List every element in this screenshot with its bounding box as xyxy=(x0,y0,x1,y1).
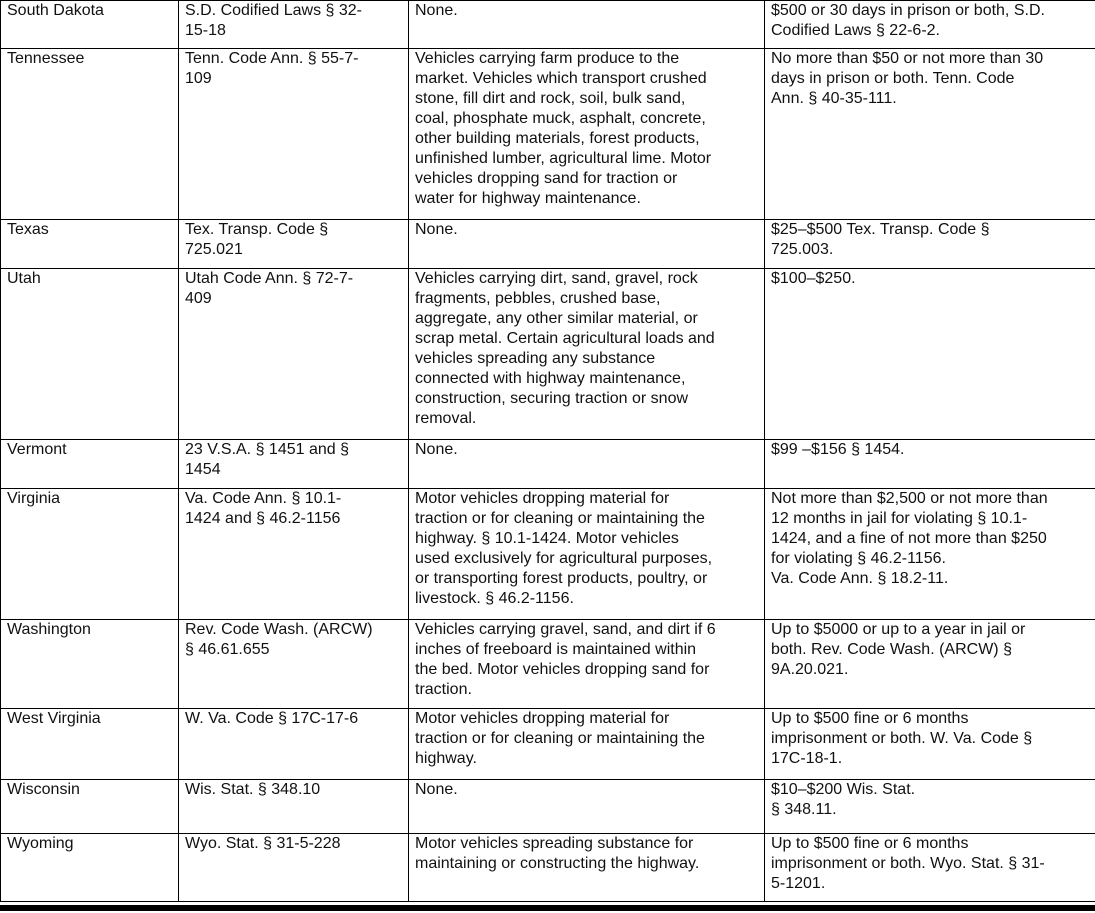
state-cell: Texas xyxy=(1,220,179,269)
exemptions-cell: None. xyxy=(409,1,765,49)
exemptions-cell: Motor vehicles spreading substance for maintaining or constructing the highway. xyxy=(409,834,765,902)
state-cell: Virginia xyxy=(1,489,179,620)
table-row xyxy=(1,220,1095,269)
citation-cell: 23 V.S.A. § 1451 and § 1454 xyxy=(179,440,409,489)
table-row xyxy=(1,709,1095,780)
exemptions-cell: Vehicles carrying farm produce to the market. Vehicles which transport crushed stone, fill dirt and rock, soil, bulk sand, coal, phosphate muck, asphalt, concrete, other building materials, forest products, unfinished lumber, agricultural lime. Motor vehicles dropping sand for traction or water for highway maintenance. xyxy=(409,49,765,220)
citation-cell: Va. Code Ann. § 10.1- 1424 and § 46.2-1156 xyxy=(179,489,409,620)
exemptions-cell: Motor vehicles dropping material for traction or for cleaning or maintaining the highway. xyxy=(409,709,765,780)
penalty-cell: $500 or 30 days in prison or both, S.D. Codified Laws § 22-6-2. xyxy=(765,1,1095,49)
citation-cell: Utah Code Ann. § 72-7- 409 xyxy=(179,269,409,440)
exemptions-cell: Vehicles carrying dirt, sand, gravel, rock fragments, pebbles, crushed base, aggregate, any other similar material, or scrap metal. Certain agricultural loads and vehicles spreading any substance connected with highway maintenance, construction, securing traction or snow removal. xyxy=(409,269,765,440)
table-row xyxy=(1,1,1095,49)
state-cell: Washington xyxy=(1,620,179,709)
penalty-cell: Up to $500 fine or 6 months imprisonment or both. W. Va. Code § 17C-18-1. xyxy=(765,709,1095,780)
penalty-cell: Up to $5000 or up to a year in jail or both. Rev. Code Wash. (ARCW) § 9A.20.021. xyxy=(765,620,1095,709)
citation-cell: Wis. Stat. § 348.10 xyxy=(179,780,409,834)
bottom-rule xyxy=(0,905,1095,911)
state-cell: Vermont xyxy=(1,440,179,489)
penalty-cell: No more than $50 or not more than 30 days in prison or both. Tenn. Code Ann. § 40-35-111. xyxy=(765,49,1095,220)
table-row xyxy=(1,269,1095,440)
citation-cell: S.D. Codified Laws § 32- 15-18 xyxy=(179,1,409,49)
penalty-cell: Up to $500 fine or 6 months imprisonment or both. Wyo. Stat. § 31- 5-1201. xyxy=(765,834,1095,902)
exemptions-cell: Motor vehicles dropping material for traction or for cleaning or maintaining the highway. § 10.1-1424. Motor vehicles used exclusively for agricultural purposes, or transporting forest products, poultry, or livestock. § 46.2-1156. xyxy=(409,489,765,620)
penalty-cell: $100–$250. xyxy=(765,269,1095,440)
penalty-cell: $10–$200 Wis. Stat. § 348.11. xyxy=(765,780,1095,834)
citation-cell: Rev. Code Wash. (ARCW) § 46.61.655 xyxy=(179,620,409,709)
penalty-cell: Not more than $2,500 or not more than 12 months in jail for violating § 10.1- 1424, and a fine of not more than $250 for violating § 46.2-1156. Va. Code Ann. § 18.2-11. xyxy=(765,489,1095,620)
state-cell: West Virginia xyxy=(1,709,179,780)
table-row xyxy=(1,489,1095,620)
penalty-cell: $25–$500 Tex. Transp. Code § 725.003. xyxy=(765,220,1095,269)
citation-cell: Tex. Transp. Code § 725.021 xyxy=(179,220,409,269)
table-row xyxy=(1,440,1095,489)
table-row xyxy=(1,620,1095,709)
exemptions-cell: None. xyxy=(409,440,765,489)
state-cell: Utah xyxy=(1,269,179,440)
citation-cell: Wyo. Stat. § 31-5-228 xyxy=(179,834,409,902)
exemptions-cell: Vehicles carrying gravel, sand, and dirt if 6 inches of freeboard is maintained within the bed. Motor vehicles dropping sand for traction. xyxy=(409,620,765,709)
state-cell: South Dakota xyxy=(1,1,179,49)
state-cell: Wyoming xyxy=(1,834,179,902)
table-row xyxy=(1,49,1095,220)
state-cell: Tennessee xyxy=(1,49,179,220)
table-row xyxy=(1,780,1095,834)
exemptions-cell: None. xyxy=(409,780,765,834)
exemptions-cell: None. xyxy=(409,220,765,269)
citation-cell: Tenn. Code Ann. § 55-7- 109 xyxy=(179,49,409,220)
citation-cell: W. Va. Code § 17C-17-6 xyxy=(179,709,409,780)
table-row xyxy=(1,834,1095,902)
penalty-cell: $99 –$156 § 1454. xyxy=(765,440,1095,489)
state-cell: Wisconsin xyxy=(1,780,179,834)
